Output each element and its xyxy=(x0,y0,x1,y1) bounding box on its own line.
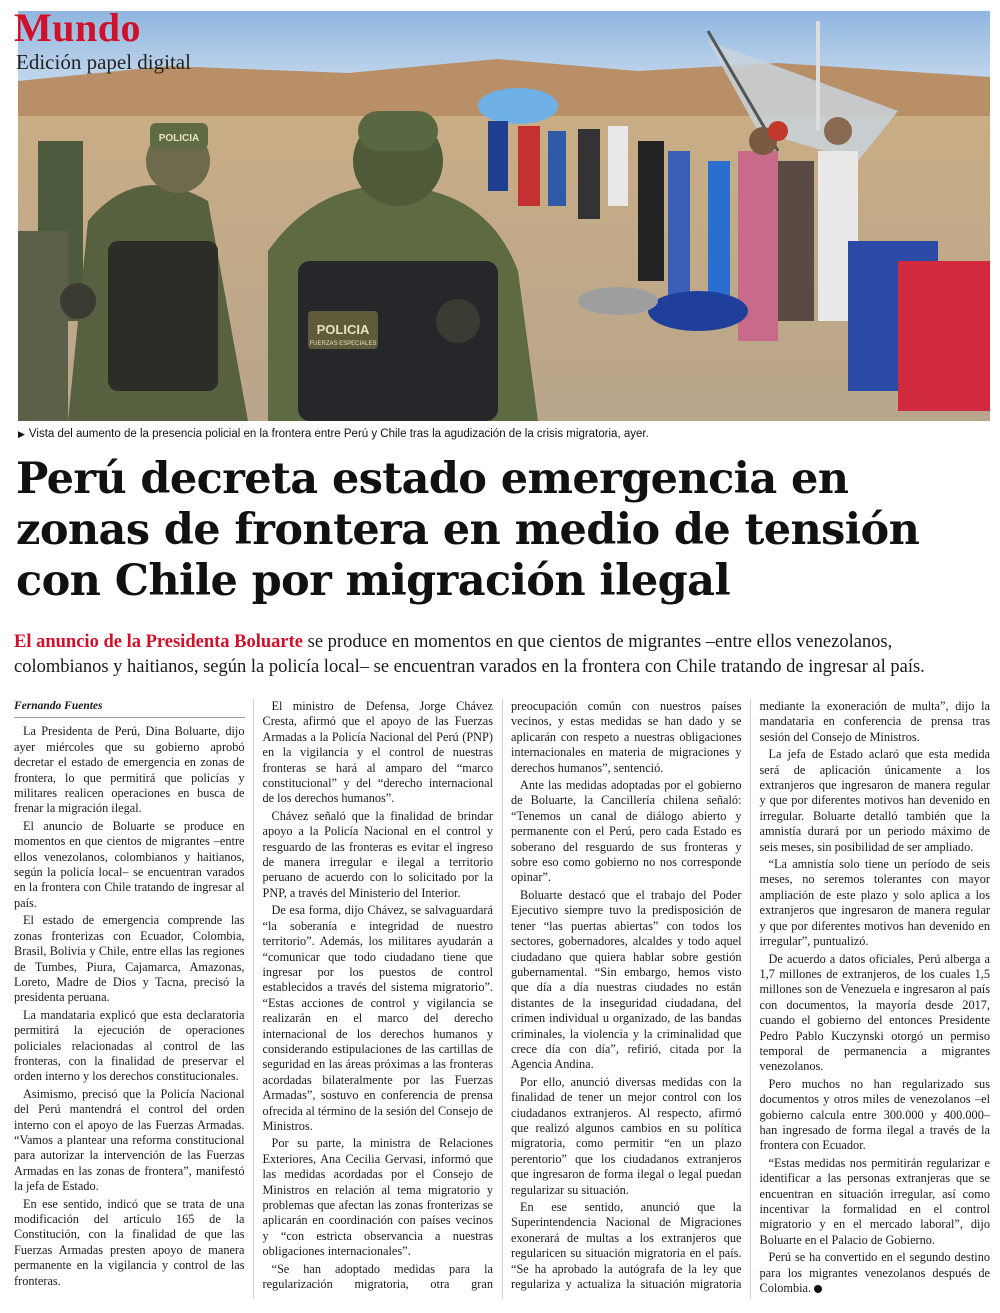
final-paragraph-text: Perú se ha convertido en el segundo destino para los migrantes venezolanos después de Colombia. xyxy=(759,1250,990,1296)
lead-highlight: El anuncio de la Presidenta Boluarte xyxy=(14,632,303,652)
paragraph: La mandataria explicó que esta declaratoria permitirá la ejecución de operaciones policiales relacionadas al control de las fronteras, con la finalidad de preservar el orden interno y los derechos constitucionales. xyxy=(14,1007,245,1084)
paragraph: El estado de emergencia comprende las zonas fronterizas con Ecuador, Colombia, Brasil, Bolivia y Chile, entre ellas las regiones de Tumbes, Piura, Cajamarca, Amazonas, Loreto, Madre de Dios y Tacna, precisó la presidenta peruana. xyxy=(14,913,245,1005)
vest-label: POLICIA xyxy=(316,322,370,337)
headline: Perú decreta estado emergencia en zonas de frontera en medio de tensión con Chile por migración ilegal xyxy=(16,454,920,606)
section-subtitle: Edición papel digital xyxy=(16,50,191,74)
paragraph: En ese sentido, anunció que la Superintendencia Nacional de Migraciones exonerará de multas a los extranjeros que regularicen su situación migratoria en el país. “Se ha aprobado la autógrafa de la ley que regulariza y actualiza la situación migratoria mediante la exoneración de multa”, dijo la mandataria en conferencia de prensa tras sesión del Consejo de Ministros. xyxy=(511,699,990,1292)
paragraph: Boluarte destacó que el trabajo del Poder Ejecutivo siempre tuvo la predisposición de tener “las puertas abiertas” con todos los sectores, gobernadores, alcaldes y todo aquel ciudadano que quiera hablar sobre gestión gubernamental. “Sin embargo, hemos visto que día a día nuestras ciudades no están distantes de la inseguridad ciudadana, del crimen individual u organizado, de las bandas criminales, la violencia y la criminalidad que crece día con día”, refirió, citada por la Agencia Andina. xyxy=(511,887,742,1072)
paragraph: La jefa de Estado aclaró que esta medida será de aplicación únicamente a los extranjeros que ingresaron de manera regular y que por diferentes motivos han devenido en irregular. Boluarte detalló también que la amnistía durará por un periodo máximo de seis meses, sin posibilidad de ser ampliado. xyxy=(759,747,990,854)
cap-label: POLICIA xyxy=(158,133,200,144)
byline: Fernando Fuentes xyxy=(14,699,245,718)
paragraph: Por ello, anunció diversas medidas con la finalidad de tener un mejor control con los ciudadanos extranjeros. Al respecto, afirmó que realizó algunos cambios en su política migratoria, como permitir “en un plazo perentorio” que los ciudadanos extranjeros que ingresaron de forma ilegal o legal puedan regularizar su situación. xyxy=(511,1074,742,1197)
paragraph: De acuerdo a datos oficiales, Perú alberga a 1,7 millones de extranjeros, de los cuales 1,5 millones son de Venezuela e ingresaron al país con documentos, la mayoría desde 2017, cuando el gobierno del entonces Presidente Pedro Pablo Kuczynski otorgó un permiso temporal de permanencia a migrantes venezolanos. xyxy=(759,951,990,1074)
paragraph: Asimismo, precisó que la Policía Nacional del Perú mantendrá el control del orden interno con el apoyo de las Fuerzas Armadas. “Vamos a plantear una reforma constitucional para autorizar la intervención de las Fuerzas Armadas en las zonas de frontera”, manifestó la jefa de Estado. xyxy=(14,1086,245,1194)
paragraph: “La amnistía solo tiene un período de seis meses, no seremos tolerantes con mayor ampliación de este plazo y solo aplica a los extranjeros que ingresaron de manera regular y que por diferentes motivos han devenido en irregular”, puntualizó. xyxy=(759,857,990,949)
section-title: Mundo xyxy=(14,5,141,50)
end-mark-icon xyxy=(814,1285,822,1293)
final-paragraph xyxy=(760,1250,991,1296)
article-body xyxy=(14,699,990,1299)
paragraph: “Se han adoptado medidas para la regularización migratoria, otra gran preocupación común con nuestros países vecinos, y estas medidas se han dado y se aplicarán con respeto a nuestras obligaciones internacionales en materia de migraciones y derechos humanos”, sentenció. xyxy=(262,699,742,1292)
caption-text: Vista del aumento de la presencia policial en la frontera entre Perú y Chile tras la agudización de la crisis migratoria, ayer. xyxy=(28,428,649,440)
paragraph: Chávez señaló que la finalidad de brindar apoyo a la Policía Nacional en el control y resguardo de las fronteras es evitar el ingreso de manera irregular e ilegal a territorio peruano de acuerdo con lo solicitado por la PNP, a través del Ministerio del Interior. xyxy=(262,808,493,900)
lead-text: se produce en momentos en que cientos de migrantes –entre ellos venezolanos, colombianos y haitianos, según la policía local– se encuentran varados en la frontera con Chile tratando de ingresar al país. xyxy=(14,632,925,677)
section-header xyxy=(14,6,191,74)
paragraph: Pero muchos no han regularizado sus documentos y otros miles de venezolanos –el gobierno calcula entre 300.000 y 400.000– han ingresado de forma ilegal a través de la frontera con Ecuador. xyxy=(759,1076,990,1153)
paragraph: Por su parte, la ministra de Relaciones Exteriores, Ana Cecilia Gervasi, informó que las medidas acordadas por el Consejo de Ministros en relación al tema migratorio y problemas que afectan las zonas fronterizas se aplicarán en coordinación con países vecinos y “con estricta observancia a nuestras obligaciones internacionales”. xyxy=(262,1136,493,1259)
paragraph: La Presidenta de Perú, Dina Boluarte, dijo ayer miércoles que su gobierno aprobó decretar el estado de emergencia en zonas de frontera, lo que permitirá que policías y militares realicen operaciones en busca de frenar la migración ilegal. xyxy=(14,724,245,816)
lead-paragraph xyxy=(14,630,989,680)
paragraph: El anuncio de Boluarte se produce en momentos en que cientos de migrantes –entre ellos venezolanos, colombianos y haitianos, según la policía local– se encuentran varados en la frontera con Chile tratando de ingresar al país. xyxy=(14,818,245,910)
paragraph: En ese sentido, indicó que se trata de una modificación del artículo 165 de la Constitución, con la finalidad de que las Fuerzas Armadas presten apoyo de manera permanente en la vigilancia y control de las fronteras. xyxy=(14,1196,245,1288)
paragraph: “Estas medidas nos permitirán regularizar e identificar a las personas extranjeras que se encuentran en situación irregular, así como incentivar la formalidad en el control migratorio y en el mercado laboral”, dijo Boluarte en el Palacio de Gobierno. xyxy=(759,1155,990,1247)
paragraph: El ministro de Defensa, Jorge Chávez Cresta, afirmó que el apoyo de las Fuerzas Armadas a la Policía Nacional del Perú (PNP) en la vigilancia y el control de nuestras fronteras se hará al amparo del “marco constitucional” y del “derecho internacional de los derechos humanos”. xyxy=(262,699,493,806)
paragraph: Ante las medidas adoptadas por el gobierno de Boluarte, la Cancillería chilena señaló: “Tenemos un canal de diálogo abierto y permanente con el Perú, pero cada Estado es soberano del resguardo de sus fronteras y sobre eso como gobierno no nos corresponde opinar”. xyxy=(511,778,742,885)
photo-caption xyxy=(18,428,990,440)
paragraph: De esa forma, dijo Chávez, se salvaguardará “la soberanía e integridad de nuestro territorio”. Además, los militares ayudarán a “comunicar que todo ciudadano tiene que ingresar por los puestos de control establecidos a través del sistema migratorio”. “Estas acciones de control y vigilancia se realizarán en el marco del derecho internacional de los derechos humanos y considerando estipulaciones de las cartillas de seguridad en las áreas próximas a las fronteras acordadas bilateralmente por las Fuerzas Armadas”, sostuvo en conferencia de prensa ofrecida al término de la sesión del Consejo de Ministros. xyxy=(262,903,493,1133)
vest-sublabel: FUERZAS ESPECIALES xyxy=(309,341,377,347)
caption-arrow-icon: ▶ xyxy=(18,429,25,439)
